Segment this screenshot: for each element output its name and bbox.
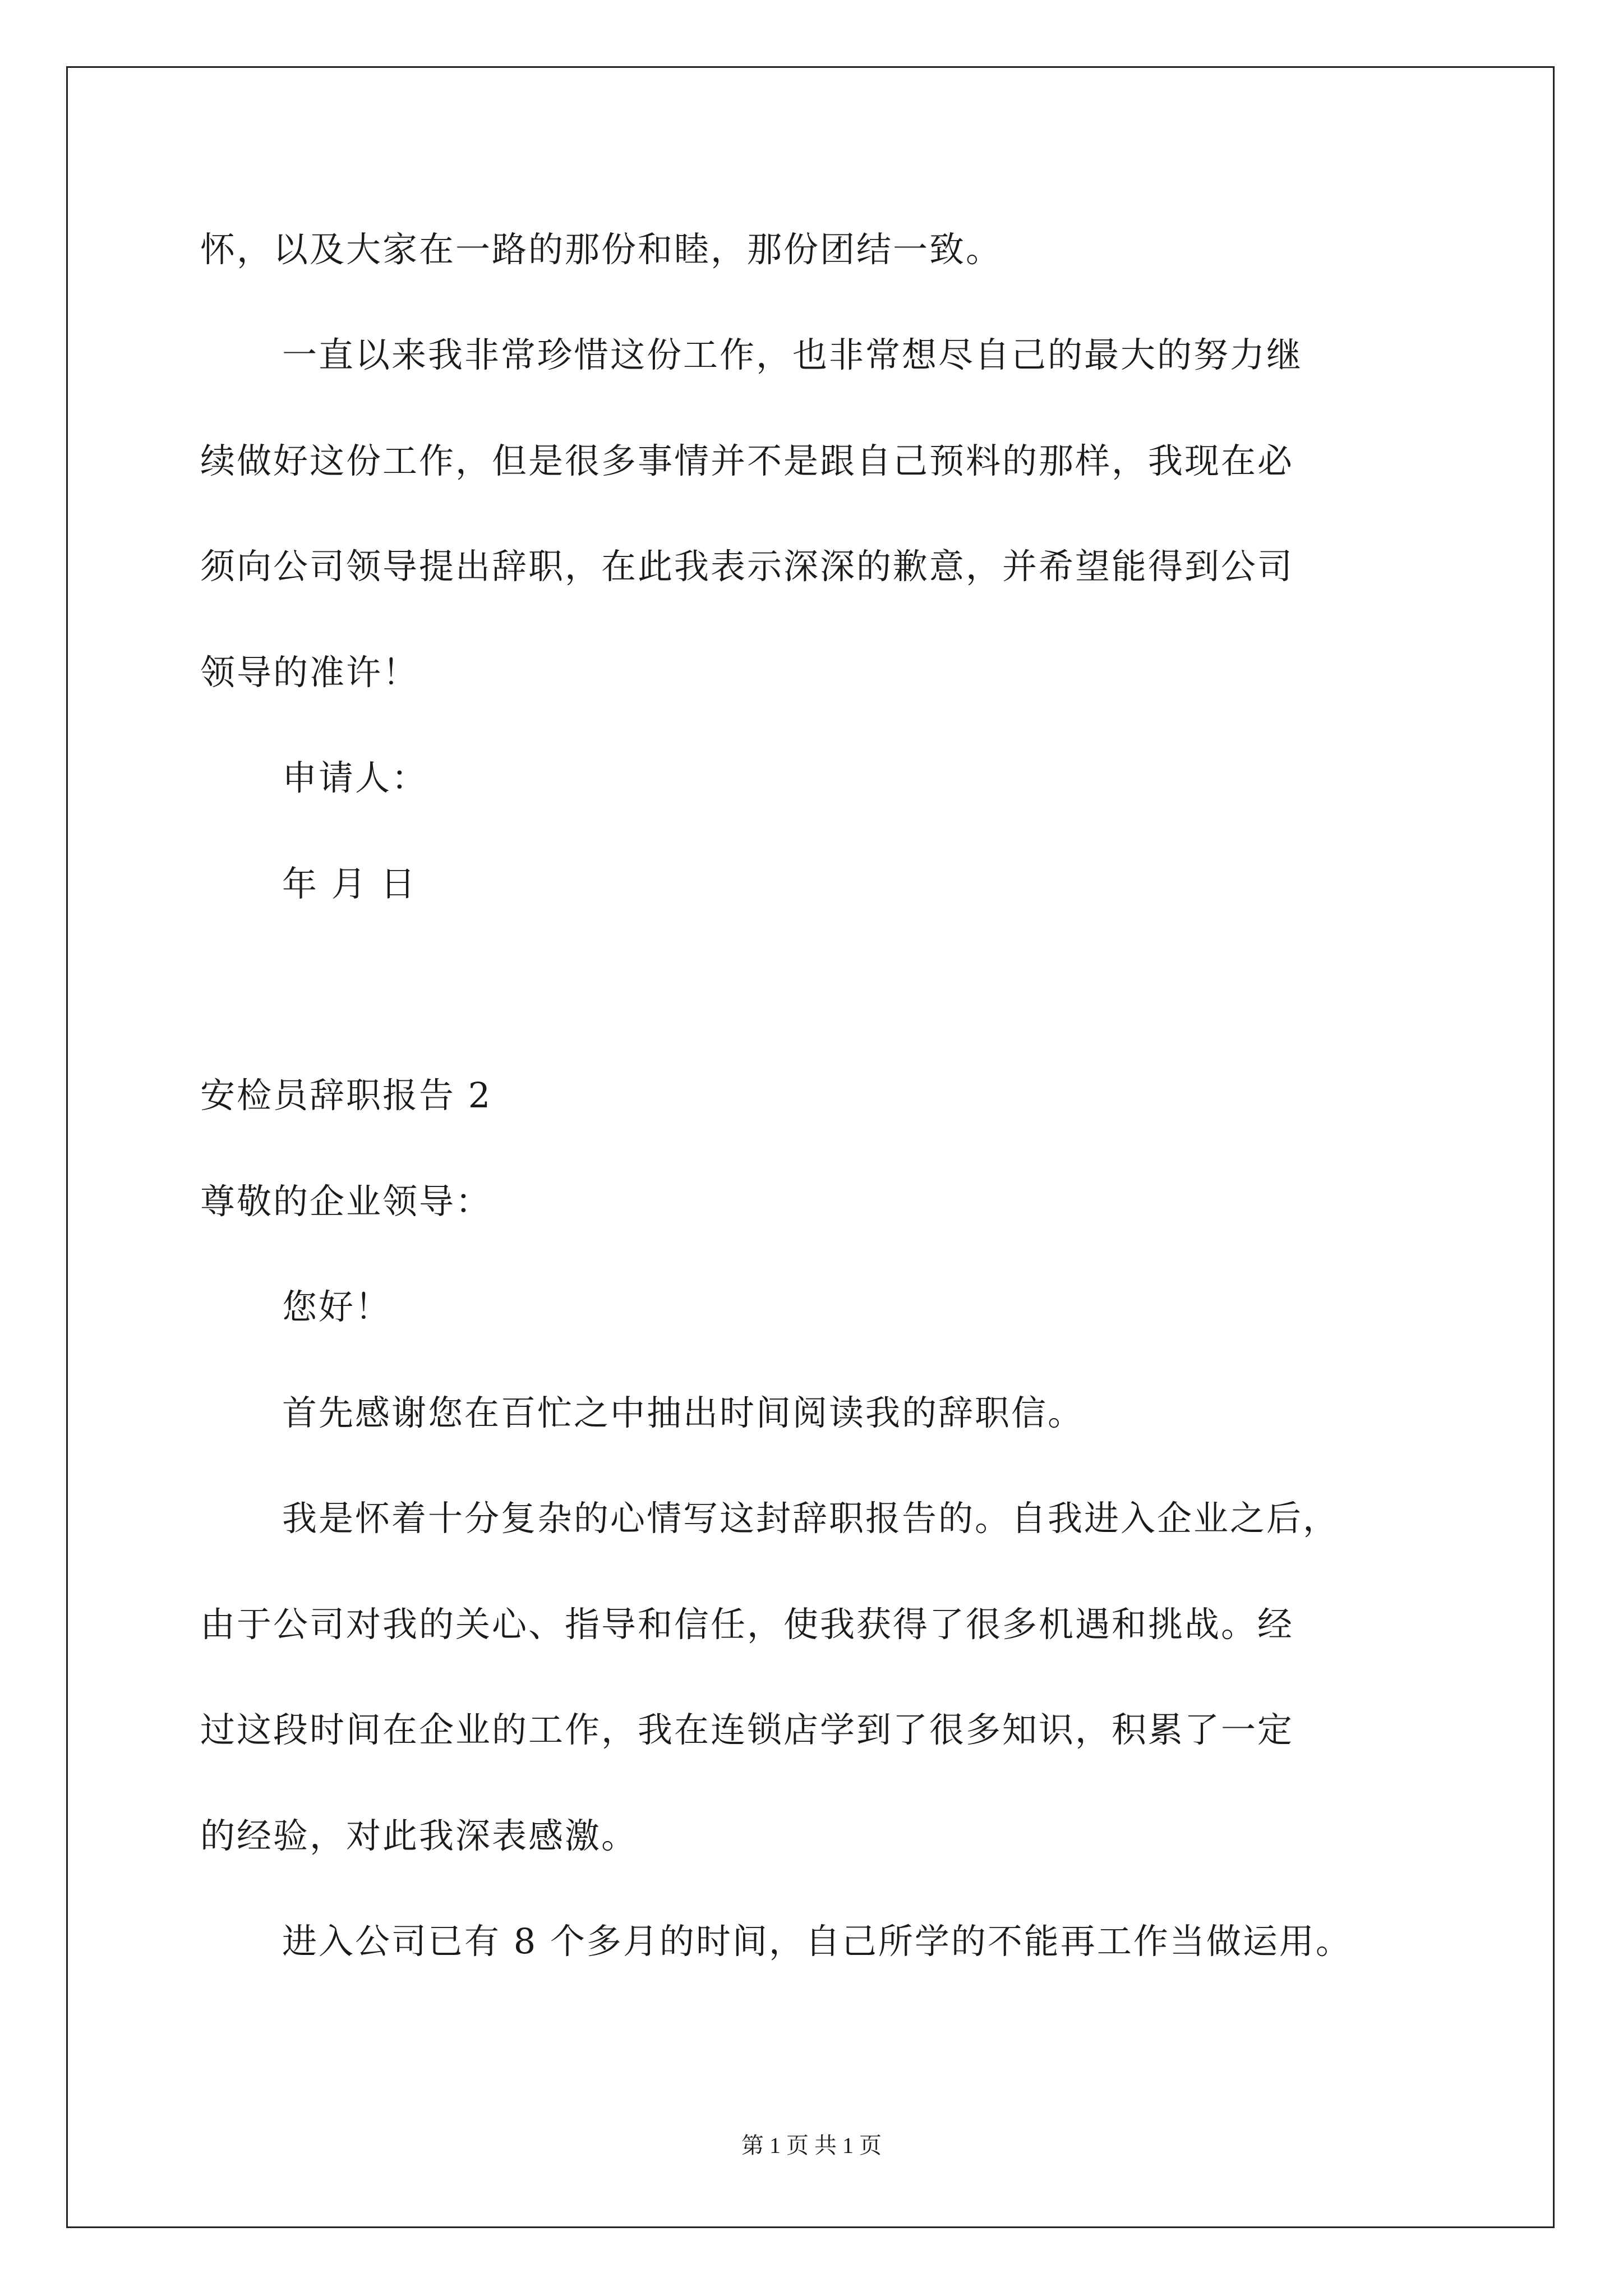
section-title: 安检员辞职报告 2: [200, 1075, 492, 1116]
applicant-label: 申请人：: [282, 757, 428, 798]
paragraph-line: 须向公司领导提出辞职，在此我表示深深的歉意，并希望能得到公司: [200, 546, 1294, 587]
paragraph-line: 由于公司对我的关心、指导和信任，使我获得了很多机遇和挑战。经: [200, 1604, 1294, 1645]
page-footer: 第 1 页 共 1 页: [741, 2133, 882, 2158]
page-border: [66, 66, 1555, 2228]
paragraph-line: 领导的准许！: [200, 652, 419, 693]
paragraph-line: 的经验，对此我深表感激。: [200, 1815, 638, 1856]
date-placeholder: 年 月 日: [282, 863, 417, 904]
paragraph-line: 过这段时间在企业的工作，我在连锁店学到了很多知识，积累了一定: [200, 1709, 1294, 1750]
paragraph-line: 怀，以及大家在一路的那份和睦，那份团结一致。: [200, 229, 1003, 270]
greeting: 您好！: [282, 1286, 392, 1327]
paragraph-line: 一直以来我非常珍惜这份工作，也非常想尽自己的最大的努力继: [282, 334, 1303, 375]
paragraph-line: 首先感谢您在百忙之中抽出时间阅读我的辞职信。: [282, 1392, 1085, 1433]
paragraph-line: 续做好这份工作，但是很多事情并不是跟自己预料的那样，我现在必: [200, 440, 1294, 481]
salutation: 尊敬的企业领导：: [200, 1181, 492, 1222]
paragraph-line: 进入公司已有 8 个多月的时间，自己所学的不能再工作当做运用。: [282, 1921, 1352, 1962]
paragraph-line: 我是怀着十分复杂的心情写这封辞职报告的。自我进入企业之后，: [282, 1498, 1340, 1539]
